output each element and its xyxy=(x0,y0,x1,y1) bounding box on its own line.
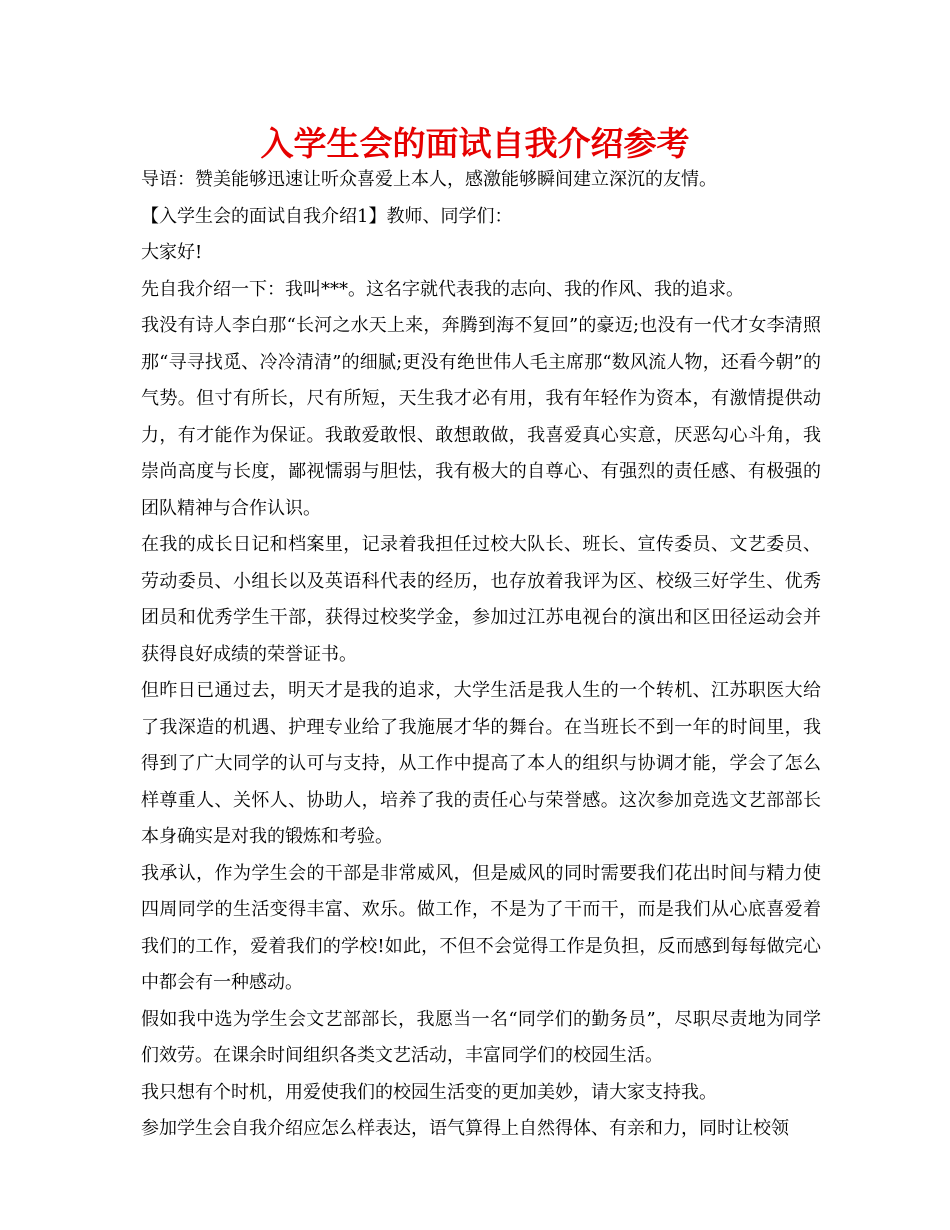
document-title: 入学生会的面试自我介绍参考 xyxy=(260,124,690,163)
paragraph-future: 但昨日已通过去，明天才是我的追求，大学生活是我人生的一个转机、江苏职医大给了我深造的机遇、护理专业给了我施展才华的舞台。在当班长不到一年的时间里，我得到了广大同学的认可与支持，从工作中提高了本人的组织与协调才能，学会了怎么样尊重人、关怀人、协助人，培养了我的责任心与荣誉感。这次参加竞选文艺部部长本身确实是对我的锻炼和考验。 xyxy=(141,680,821,847)
document-body xyxy=(141,162,821,1148)
paragraph-personality: 我没有诗人李白那“长河之水天上来，奔腾到海不复回”的豪迈;也没有一代才女李清照那“寻寻找觅、冷冷清清”的细腻;更没有绝世伟人毛主席那“数风流人物，还看今朝”的气势。但寸有所长，尺有所短，天生我才必有用，我有年轻作为资本，有激情提供动力，有才能作为保证。我敢爱敢恨、敢想敢做，我喜爱真心实意，厌恶勾心斗角，我崇尚高度与长度，鄙视懦弱与胆怯，我有极大的自尊心、有强烈的责任感、有极强的团队精神与合作认识。 xyxy=(141,315,821,519)
paragraph-experience: 在我的成长日记和档案里，记录着我担任过校大队长、班长、宣传委员、文艺委员、劳动委员、小组长以及英语科代表的经历，也存放着我评为区、校级三好学生、优秀团员和优秀学生干部，获得过校奖学金，参加过江苏电视台的演出和区田径运动会并获得良好成绩的荣誉证书。 xyxy=(141,534,821,665)
paragraph-self-intro: 先自我介绍一下：我叫***。这名字就代表我的志向、我的作风、我的追求。 xyxy=(141,278,744,300)
paragraph-advice: 参加学生会自我介绍应怎么样表达，语气算得上自然得体、有亲和力，同时让校领 xyxy=(141,1118,789,1139)
paragraph-commitment: 我承认，作为学生会的干部是非常威风，但是威风的同时需要我们花出时间与精力使四周同学的生活变得丰富、欢乐。做工作，不是为了干而干，而是我们从心底喜爱着我们的工作，爱着我们的学校!如此，不但不会觉得工作是负担，反而感到每每做完心中都会有一种感动。 xyxy=(141,862,821,993)
paragraph-section-heading: 【入学生会的面试自我介绍1】教师、同学们： xyxy=(141,205,513,227)
paragraph-closing: 我只想有个时机，用爱使我们的校园生活变的更加美妙，请大家支持我。 xyxy=(141,1081,717,1103)
paragraph-election-pledge: 假如我中选为学生会文艺部部长，我愿当一名“同学们的勤务员”，尽职尽责地为同学们效劳。在课余时间组织各类文艺活动，丰富同学们的校园生活。 xyxy=(141,1008,821,1066)
paragraph-greeting: 大家好! xyxy=(141,242,203,263)
paragraph-intro: 导语：赞美能够迅速让听众喜爱上本人，感激能够瞬间建立深沉的友情。 xyxy=(141,169,717,190)
